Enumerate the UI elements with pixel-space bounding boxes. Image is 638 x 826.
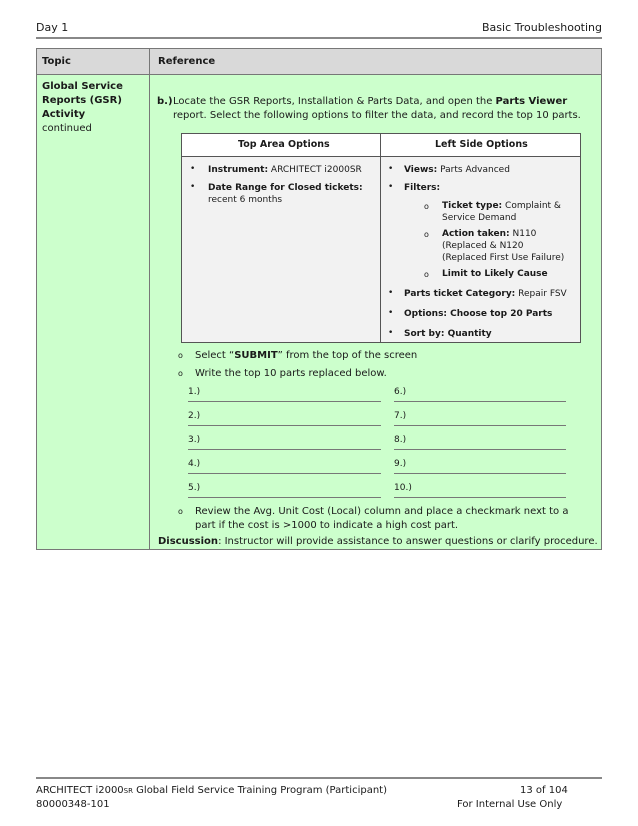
record-line-2: 2.) <box>188 411 200 421</box>
col-reference-header: Reference <box>158 56 216 67</box>
record-line-8: 8.) <box>394 435 406 445</box>
topic-cell <box>37 75 150 549</box>
discussion-note: Discussion: Instructor will provide assistance to answer questions or clarify procedure. <box>158 536 598 547</box>
footer-rule <box>36 777 602 779</box>
left-side-header: Left Side Options <box>435 139 528 150</box>
topic-text <box>42 80 146 136</box>
record-lines <box>188 387 588 517</box>
header-day: Day 1 <box>36 21 69 34</box>
topic-line-1: Global Service <box>42 81 123 92</box>
parts-viewer-label: Parts Viewer <box>495 96 568 107</box>
submit-instruction: Select “SUBMIT” from the top of the screen <box>195 350 418 361</box>
footer-internal: For Internal Use Only <box>457 799 563 810</box>
topic-line-2: Reports (GSR) <box>42 95 122 106</box>
record-line-10: 10.) <box>394 483 412 493</box>
record-line-1: 1.) <box>188 387 200 397</box>
activity-table <box>36 48 602 550</box>
record-line-6: 6.) <box>394 387 406 397</box>
option-date-range: Date Range for Closed tickets: recent 6 months <box>208 183 363 205</box>
record-line-5: 5.) <box>188 483 200 493</box>
footer-page-number: 13 of 104 <box>520 785 568 796</box>
option-parts-category: Parts ticket Category: Repair FSV <box>404 289 567 299</box>
record-line-7: 7.) <box>394 411 406 421</box>
option-choose-top: Options: Choose top 20 Parts <box>404 309 553 319</box>
record-line-4: 4.) <box>188 459 200 469</box>
footer-docnum: 80000348-101 <box>36 799 110 810</box>
reference-cell: b.) Locate the GSR Reports, Installation & Parts Data, and open the Parts Viewer report. Select the following options to filter the data, and record the top 10 parts. Top Area Options Left Side Options • Instrument: ARCHITECT i2000SR • Date Range for Closed tickets: recent 6 months • Views: Parts Advanced • Filters: o Ticket type: Complaint & Service Demand o Action taken: N110 (Replaced & N120 (Replaced First Use Failure) o Limit to Likely Cause • Parts ticket Category: Repair FSV • Options: Choose top 20 Parts • Sort by: Quantity o Select “SUBMIT” from the top of the screen o Write the top 10 parts replaced below. 1.) 6.) 2.) 7.) 3.) 8.) 4.) 9.) 5.) 10.) o Review the Avg. Unit Cost (Local) column and place a checkmark next to a part if the cost is >1000 to indicate a high cost part. Discussion: Instructor will provide assistance to answer questions or clarify procedure. <box>150 75 601 549</box>
filter-action-taken: Action taken: N110 (Replaced & N120 (Replaced First Use Failure) <box>442 229 565 263</box>
record-line-3: 3.) <box>188 435 200 445</box>
top-area-header: Top Area Options <box>238 139 330 150</box>
option-filters: Filters: <box>404 183 441 193</box>
col-topic-header: Topic <box>42 56 71 67</box>
topic-line-3: Activity <box>42 109 86 120</box>
review-instruction: Review the Avg. Unit Cost (Local) column and place a checkmark next to a part if the cost is >1000 to indicate a high cost part. <box>195 506 569 531</box>
header-rule <box>36 37 602 39</box>
write-instruction: Write the top 10 parts replaced below. <box>195 368 387 379</box>
option-sort-by: Sort by: Quantity <box>404 329 492 339</box>
options-header <box>182 134 580 157</box>
option-instrument: Instrument: ARCHITECT i2000SR <box>208 165 362 175</box>
options-table: Top Area Options Left Side Options • Instrument: ARCHITECT i2000SR • Date Range for Closed tickets: recent 6 months • Views: Parts Advanced • Filters: o Ticket type: Complaint & Service Demand o Action taken: N110 (Replaced & N120 (Replaced First Use Failure) o Limit to Likely Cause • Parts ticket Category: Repair FSV • Options: Choose top 20 Parts • Sort by: Quantity <box>181 133 581 343</box>
footer-program: ARCHITECT i2000SR Global Field Service Training Program (Participant) <box>36 785 387 796</box>
filter-ticket-type: Ticket type: Complaint & Service Demand <box>442 201 561 223</box>
step-text: Locate the GSR Reports, Installation & Parts Data, and open the Parts Viewer report. Select the following options to filter the data, and record the top 10 parts. <box>173 96 581 121</box>
step-label: b.) <box>157 96 173 107</box>
table-header-row <box>37 49 601 75</box>
record-line-9: 9.) <box>394 459 406 469</box>
topic-continued: continued <box>42 123 92 134</box>
header-section: Basic Troubleshooting <box>482 21 602 34</box>
filter-limit-likely-cause: Limit to Likely Cause <box>442 269 548 279</box>
option-views: Views: Parts Advanced <box>404 165 510 175</box>
